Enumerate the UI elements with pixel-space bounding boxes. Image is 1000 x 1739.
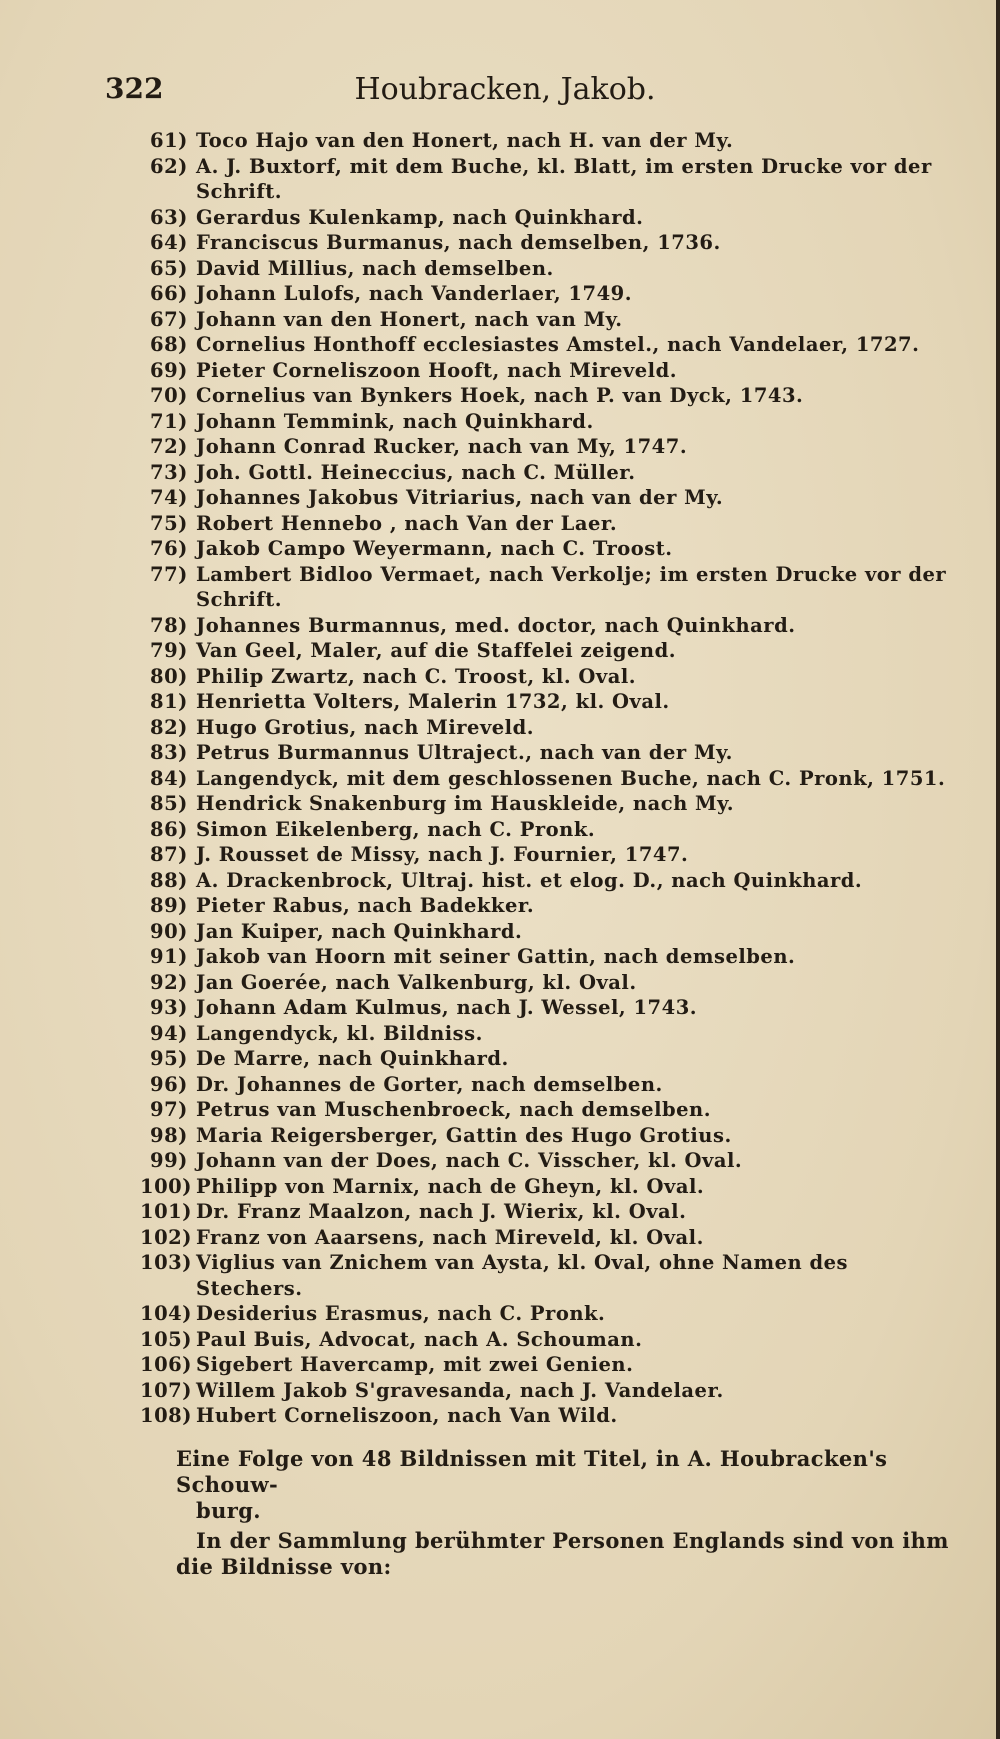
entry-number: 76) — [150, 537, 188, 560]
list-item — [150, 1072, 950, 1098]
entry-number: 102) — [140, 1225, 192, 1249]
entry-number: 105) — [140, 1327, 192, 1351]
entry-text: De Marre, nach Quinkhard. — [196, 1047, 509, 1070]
sammlung-paragraph — [176, 1528, 956, 1580]
sammlung-line-1: In der Sammlung berühmter Personen Englands sind von ihm — [196, 1528, 949, 1553]
entry-number: 81) — [150, 690, 188, 713]
entry-text: Henrietta Volters, Malerin 1732, kl. Oval. — [196, 690, 670, 713]
list-item — [140, 1378, 950, 1404]
entry-text: A. Drackenbrock, Ultraj. hist. et elog. D., nach Quinkhard. — [196, 868, 863, 892]
entry-number: 108) — [140, 1404, 192, 1427]
list-item — [150, 868, 950, 894]
entry-text: Franz von Aaarsens, nach Mireveld, kl. Oval. — [196, 1225, 704, 1249]
entry-text: Viglius van Znichem van Aysta, kl. Oval, ohne Namen des Stechers. — [196, 1251, 848, 1300]
entry-number: 85) — [150, 792, 188, 815]
entry-number: 95) — [150, 1047, 188, 1070]
entry-number: 70) — [150, 384, 188, 407]
list-item — [150, 383, 950, 409]
entry-text: Maria Reigersberger, Gattin des Hugo Grotius. — [196, 1123, 732, 1147]
list-item — [150, 919, 950, 945]
entry-text: Petrus van Muschenbroeck, nach demselben. — [196, 1098, 711, 1121]
list-item — [150, 485, 950, 511]
entry-text: Hendrick Snakenburg im Hauskleide, nach My. — [196, 792, 735, 815]
entry-number: 91) — [150, 945, 188, 968]
entry-text: Jakob Campo Weyermann, nach C. Troost. — [196, 537, 673, 560]
entry-text: Joh. Gottl. Heineccius, nach C. Müller. — [196, 460, 636, 484]
list-item — [150, 409, 950, 435]
entry-text: Simon Eikelenberg, nach C. Pronk. — [196, 817, 596, 841]
entry-text: Johann Temmink, nach Quinkhard. — [196, 409, 594, 433]
entry-number: 96) — [150, 1072, 188, 1096]
entry-number: 93) — [150, 996, 188, 1019]
list-item — [150, 281, 950, 307]
list-item — [140, 1225, 950, 1251]
entry-text: Philipp von Marnix, nach de Gheyn, kl. Oval. — [196, 1174, 705, 1198]
entry-text: Jan Kuiper, nach Quinkhard. — [196, 919, 523, 943]
list-item — [150, 511, 950, 537]
list-item — [150, 995, 950, 1021]
entry-text: Johannes Burmannus, med. doctor, nach Quinkhard. — [196, 613, 796, 637]
entry-text: J. Rousset de Missy, nach J. Fournier, 1747. — [196, 843, 689, 866]
entry-number: 71) — [150, 409, 188, 433]
entry-text: Langendyck, mit dem geschlossenen Buche, nach C. Pronk, 1751. — [196, 766, 946, 790]
list-item — [150, 1046, 950, 1072]
list-item — [150, 230, 950, 256]
list-item — [150, 970, 950, 996]
entry-number: 92) — [150, 970, 188, 994]
entry-number: 103) — [140, 1251, 192, 1274]
entry-text: Robert Hennebo , nach Van der Laer. — [196, 511, 618, 535]
entry-text: A. J. Buxtorf, mit dem Buche, kl. Blatt, im ersten Drucke vor der Schrift. — [196, 154, 932, 203]
entry-text: Johann Adam Kulmus, nach J. Wessel, 1743. — [196, 996, 698, 1019]
list-item — [150, 638, 950, 664]
entry-number: 61) — [150, 129, 188, 152]
entry-number: 89) — [150, 894, 188, 917]
portrait-list — [140, 128, 950, 1429]
list-item — [150, 944, 950, 970]
entry-number: 74) — [150, 486, 188, 509]
list-item — [140, 1174, 950, 1200]
list-item — [150, 613, 950, 639]
entry-text: Gerardus Kulenkamp, nach Quinkhard. — [196, 205, 644, 229]
list-item — [150, 842, 950, 868]
entry-number: 68) — [150, 333, 188, 356]
list-item — [150, 1123, 950, 1149]
entry-number: 67) — [150, 307, 188, 331]
folge-line-2: burg. — [196, 1498, 262, 1523]
entry-number: 72) — [150, 435, 188, 458]
list-item — [150, 893, 950, 919]
folge-paragraph — [176, 1446, 956, 1524]
list-item — [150, 434, 950, 460]
list-item — [150, 791, 950, 817]
list-item — [140, 1352, 950, 1378]
entry-number: 88) — [150, 868, 188, 892]
entry-text: Hubert Corneliszoon, nach Van Wild. — [196, 1404, 618, 1427]
entry-number: 84) — [150, 766, 188, 790]
entry-number: 77) — [150, 562, 188, 586]
list-item — [150, 1097, 950, 1123]
entry-number: 106) — [140, 1353, 192, 1376]
entry-text: Johann van der Does, nach C. Visscher, kl. Oval. — [196, 1149, 743, 1172]
entry-number: 75) — [150, 511, 188, 535]
entry-number: 82) — [150, 715, 188, 739]
entry-text: Johannes Jakobus Vitriarius, nach van der My. — [196, 486, 724, 509]
entry-text: Pieter Corneliszoon Hooft, nach Mireveld. — [196, 358, 677, 382]
entry-number: 86) — [150, 817, 188, 841]
list-item — [150, 689, 950, 715]
entry-number: 62) — [150, 154, 188, 178]
list-item — [150, 715, 950, 741]
entry-text: Sigebert Havercamp, mit zwei Genien. — [196, 1353, 634, 1376]
list-item — [150, 817, 950, 843]
list-item — [150, 154, 950, 205]
list-item — [150, 536, 950, 562]
entry-number: 73) — [150, 460, 188, 484]
entry-text: Paul Buis, Advocat, nach A. Schouman. — [196, 1327, 643, 1351]
list-item — [150, 562, 950, 613]
entry-number: 64) — [150, 231, 188, 254]
entry-number: 66) — [150, 282, 188, 305]
entry-text: Toco Hajo van den Honert, nach H. van der My. — [196, 129, 734, 152]
list-item — [150, 128, 950, 154]
entry-text: Hugo Grotius, nach Mireveld. — [196, 715, 535, 739]
entry-number: 65) — [150, 256, 188, 280]
entry-text: Jakob van Hoorn mit seiner Gattin, nach demselben. — [196, 945, 796, 968]
list-item — [150, 460, 950, 486]
entry-text: Dr. Franz Maalzon, nach J. Wierix, kl. Oval. — [196, 1200, 687, 1223]
entry-text: Franciscus Burmanus, nach demselben, 1736. — [196, 231, 721, 254]
entry-number: 83) — [150, 741, 188, 764]
entry-number: 101) — [140, 1200, 192, 1223]
entry-text: Pieter Rabus, nach Badekker. — [196, 894, 535, 917]
entry-text: Johann Lulofs, nach Vanderlaer, 1749. — [196, 282, 632, 305]
entry-text: Philip Zwartz, nach C. Troost, kl. Oval. — [196, 664, 637, 688]
entry-number: 104) — [140, 1302, 192, 1325]
entry-number: 80) — [150, 664, 188, 688]
list-item — [150, 205, 950, 231]
entry-text: Van Geel, Maler, auf die Staffelei zeigend. — [196, 639, 677, 662]
entry-text: Dr. Johannes de Gorter, nach demselben. — [196, 1072, 663, 1096]
entry-number: 98) — [150, 1123, 188, 1147]
entry-text: Johann van den Honert, nach van My. — [196, 307, 623, 331]
entry-number: 94) — [150, 1021, 188, 1045]
entry-number: 99) — [150, 1149, 188, 1172]
entry-number: 79) — [150, 639, 188, 662]
list-item — [150, 1148, 950, 1174]
list-item — [140, 1403, 950, 1429]
entry-number: 107) — [140, 1378, 192, 1402]
list-item — [150, 256, 950, 282]
list-item — [150, 740, 950, 766]
page-header — [105, 72, 905, 120]
entry-text: Lambert Bidloo Vermaet, nach Verkolje; im ersten Drucke vor der Schrift. — [196, 562, 947, 611]
entry-text: Desiderius Erasmus, nach C. Pronk. — [196, 1302, 606, 1325]
list-item — [150, 664, 950, 690]
entry-text: Langendyck, kl. Bildniss. — [196, 1021, 483, 1045]
list-item — [150, 358, 950, 384]
list-item — [150, 766, 950, 792]
entry-number: 100) — [140, 1174, 192, 1198]
entry-text: Cornelius Honthoff ecclesiastes Amstel., nach Vandelaer, 1727. — [196, 333, 920, 356]
entry-text: David Millius, nach demselben. — [196, 256, 554, 280]
entry-number: 90) — [150, 919, 188, 943]
entry-text: Petrus Burmannus Ultraject., nach van der My. — [196, 741, 733, 764]
list-item — [140, 1301, 950, 1327]
list-item — [150, 307, 950, 333]
list-item — [140, 1199, 950, 1225]
entry-number: 87) — [150, 843, 188, 866]
entry-number: 69) — [150, 358, 188, 382]
entry-number: 63) — [150, 205, 188, 229]
entry-number: 97) — [150, 1098, 188, 1121]
entry-text: Cornelius van Bynkers Hoek, nach P. van Dyck, 1743. — [196, 384, 804, 407]
running-title: Houbracken, Jakob. — [354, 72, 656, 107]
sammlung-line-2: die Bildnisse von: — [176, 1554, 392, 1579]
list-item — [140, 1250, 950, 1301]
list-item — [150, 1021, 950, 1047]
entry-text: Jan Goerée, nach Valkenburg, kl. Oval. — [196, 970, 637, 994]
entry-text: Willem Jakob S'gravesanda, nach J. Vandelaer. — [196, 1378, 724, 1402]
entry-number: 78) — [150, 613, 188, 637]
folge-line-1: Eine Folge von 48 Bildnissen mit Titel, in A. Houbracken's Schouw- — [176, 1446, 888, 1497]
list-item — [140, 1327, 950, 1353]
page-number: 322 — [105, 72, 164, 105]
list-item — [150, 332, 950, 358]
entry-text: Johann Conrad Rucker, nach van My, 1747. — [196, 435, 688, 458]
